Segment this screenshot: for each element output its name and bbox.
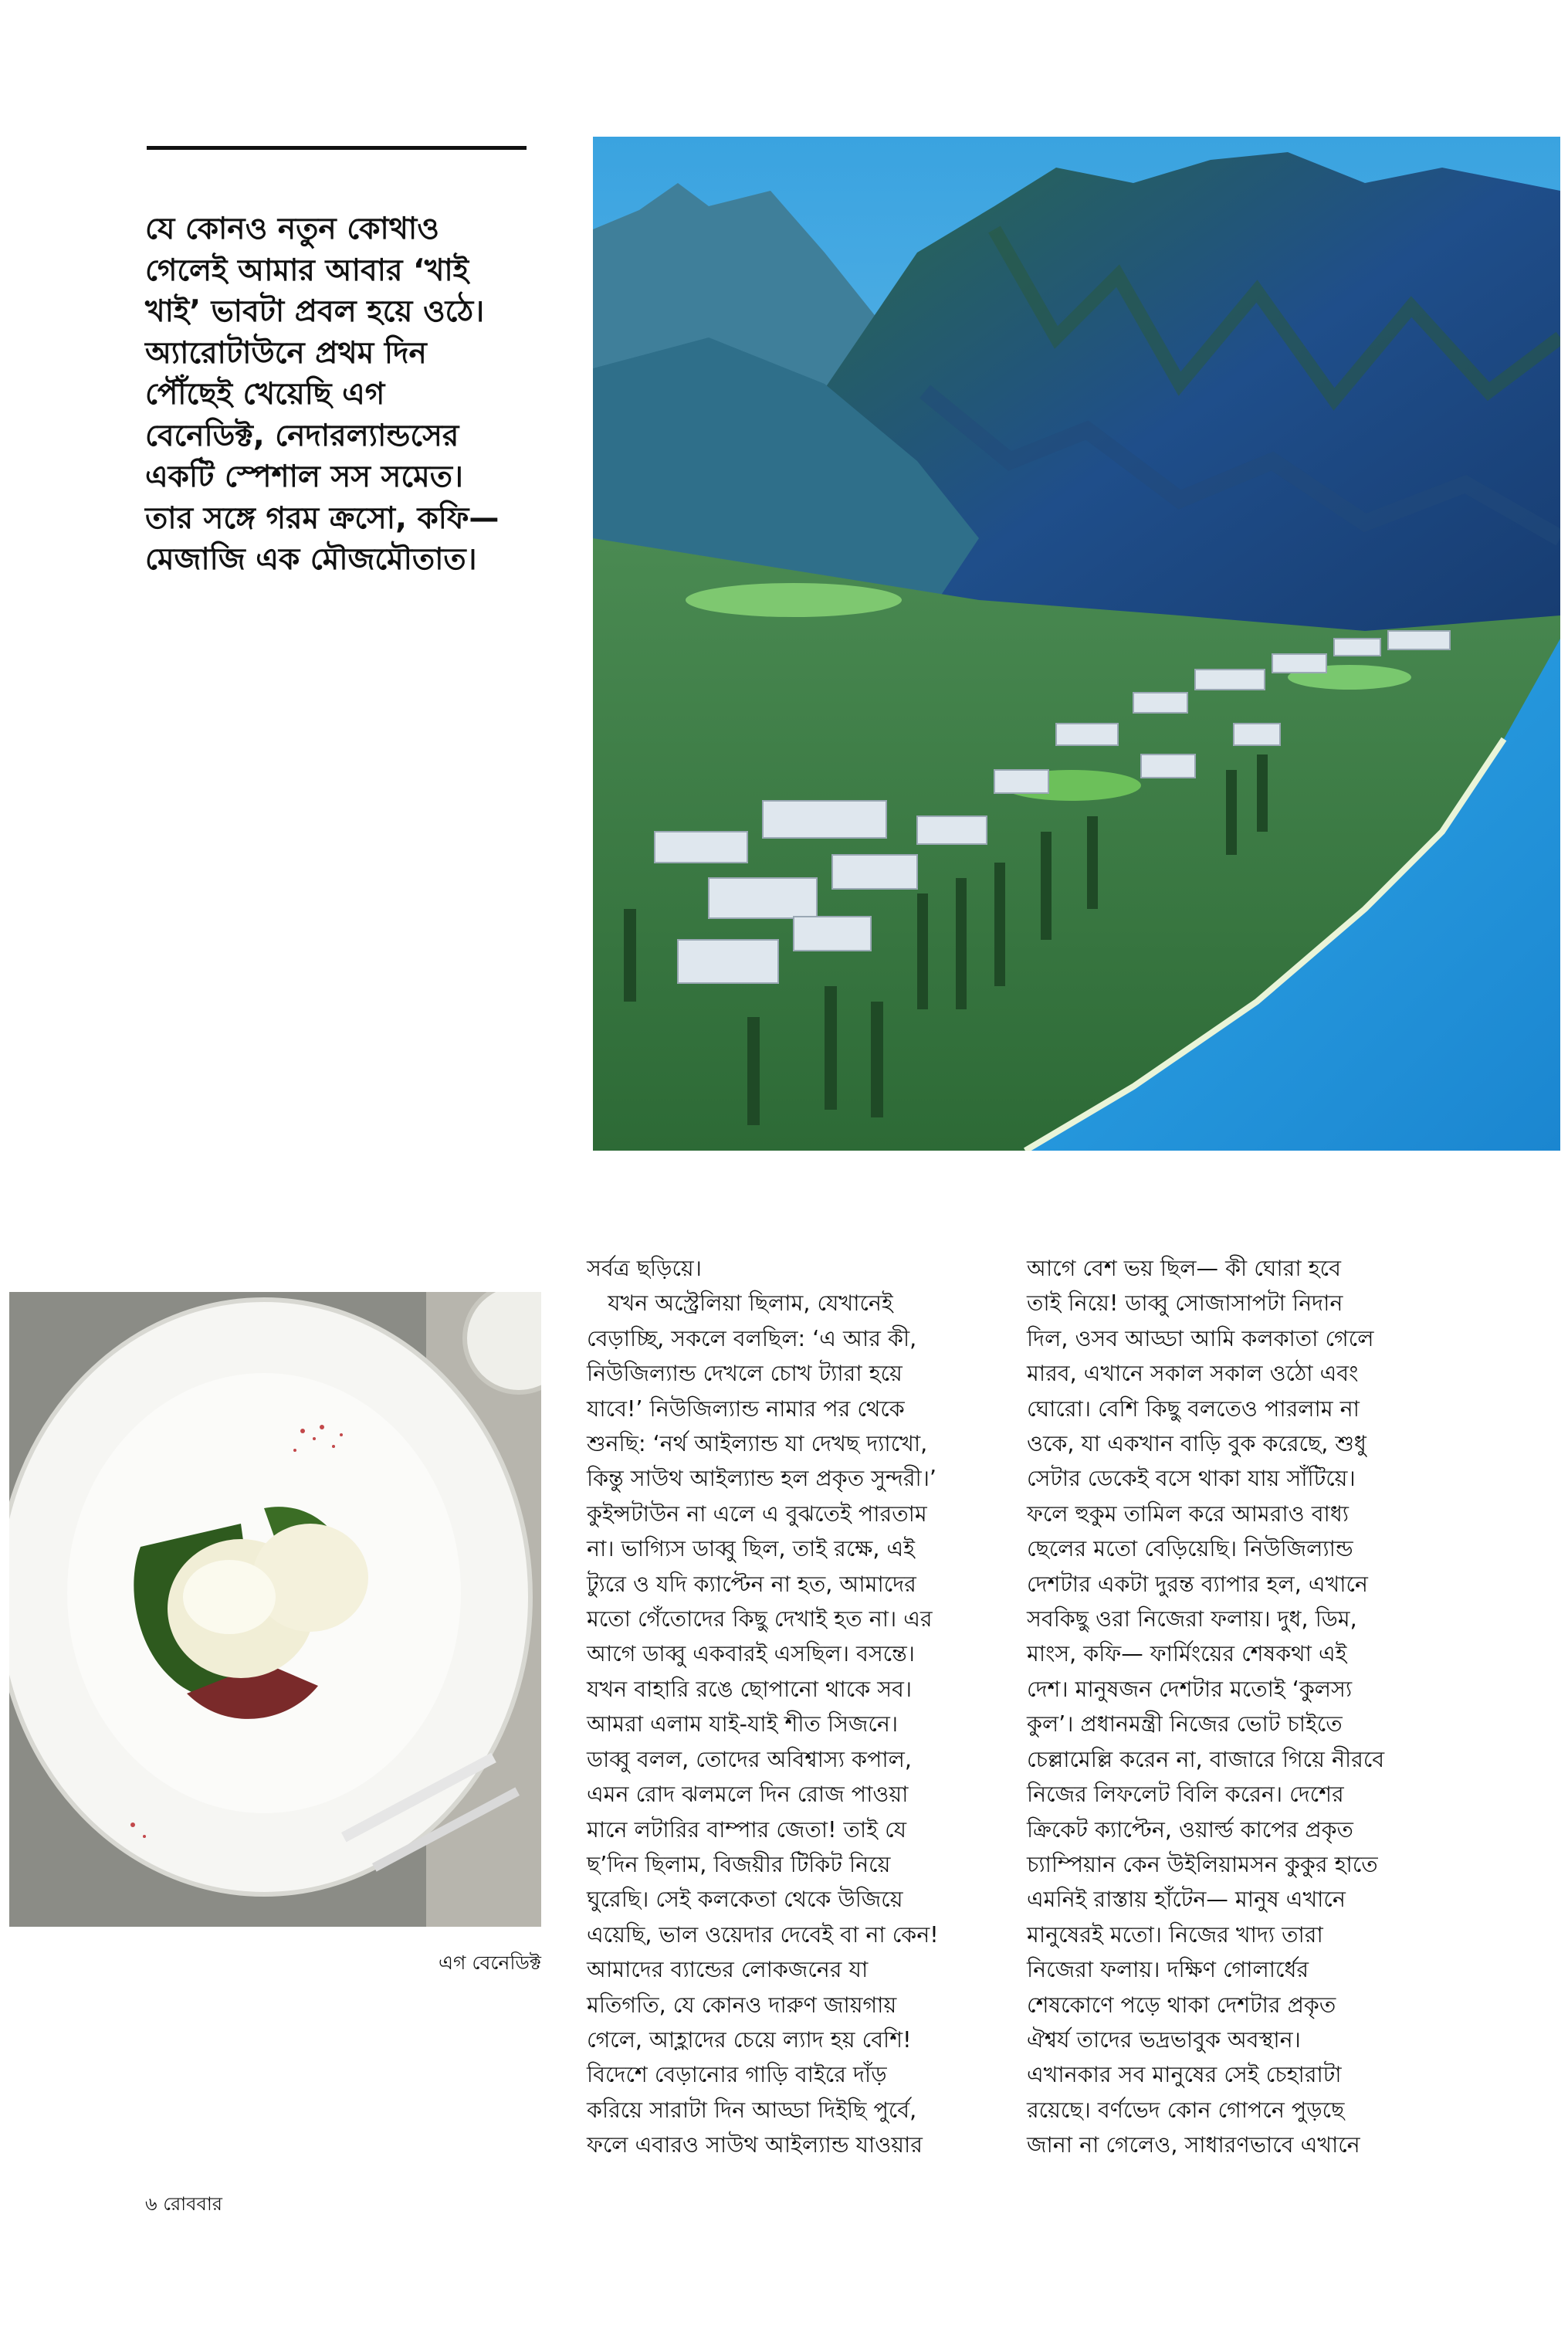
pull-quote-line: তার সঙ্গে গরম ক্রসো, কফি—: [145, 500, 500, 536]
column-line: বিদেশে বেড়ানোর গাড়ি বাইরে দাঁড়: [587, 2062, 887, 2088]
column-line: যখন বাহারি রঙে ছোপানো থাকে সব।: [587, 1676, 913, 1702]
column-line: যাবে!’ নিউজিল্যান্ড নামার পর থেকে: [587, 1395, 905, 1422]
column-line: সেটার ডেকেই বসে থাকা যায় সাঁটিয়ে।: [1027, 1466, 1356, 1492]
column-line: ক্রিকেট ক্যাপ্টেন, ওয়ার্ল্ড কাপের প্রকৃত: [1027, 1816, 1353, 1843]
column-line: দেশটার একটা দুরন্ত ব্যাপার হল, এখানে: [1027, 1571, 1368, 1597]
column-line: দেশ। মানুষজন দেশটার মতোই ‘কুলস্য: [1027, 1676, 1353, 1702]
column-line: কুল’। প্রধানমন্ত্রী নিজের ভোট চাইতে: [1027, 1711, 1343, 1738]
column-line: এমন রোদ ঝলমলে দিন রোজ পাওয়া: [587, 1782, 909, 1808]
column-line: মারব, এখানে সকাল সকাল ওঠো এবং: [1027, 1361, 1359, 1387]
lake-town-photo: [593, 137, 1560, 1151]
page-folio: ৬ রোববার: [145, 2193, 223, 2215]
column-line: এখানকার সব মানুষের সেই চেহারাটা: [1027, 2062, 1342, 2088]
pull-quote-line: খাই’ ভাবটা প্রবল হয়ে ওঠে।: [145, 294, 485, 329]
column-line: নিজের লিফলেট বিলি করেন। দেশের: [1027, 1782, 1344, 1808]
column-line: ওকে, যা একখান বাড়ি বুক করেছে, শুধু: [1027, 1431, 1366, 1457]
pull-quote-line: একটি স্পেশাল সস সমেত।: [145, 459, 463, 494]
article-column-2: [1027, 1251, 1459, 2163]
column-line: ছেলের মতো বেড়িয়েছি। নিউজিল্যান্ড: [1027, 1536, 1353, 1562]
column-line: বেড়াচ্ছি, সকলে বলছিল: ‘এ আর কী,: [587, 1325, 917, 1351]
column-line: মানে লটারির বাম্পার জেতা! তাই যে: [587, 1816, 907, 1843]
column-line: করিয়ে সারাটা দিন আড্ডা দিইছি পুর্বে,: [587, 2097, 917, 2123]
column-line: শুনছি: ‘নর্থ আইল্যান্ড যা দেখছ দ্যাখো,: [587, 1431, 928, 1457]
column-line: কিন্তু সাউথ আইল্যান্ড হল প্রকৃত সুন্দরী।’: [587, 1466, 936, 1492]
column-line: ঘুরেছি। সেই কলকেতা থেকে উজিয়ে: [587, 1887, 903, 1913]
column-line: মাংস, কফি— ফার্মিংয়ের শেষকথা এই: [1027, 1641, 1347, 1667]
pull-quote-line: গেলেই আমার আবার ‘খাই: [145, 253, 469, 288]
column-line: এয়েছি, ভাল ওয়েদার দেবেই বা না কেন!: [587, 1921, 939, 1948]
column-line: জানা না গেলেও, সাধারণভাবে এখানে: [1027, 2132, 1360, 2158]
column-line: তাই নিয়ে! ডাব্বু সোজাসাপটা নিদান: [1027, 1290, 1343, 1317]
column-line: মতো গেঁতোদের কিছু দেখাই হত না। এর: [587, 1606, 933, 1633]
column-line: সবকিছু ওরা নিজেরা ফলায়। দুধ, ডিম,: [1027, 1606, 1357, 1633]
column-line: চ্যাম্পিয়ান কেন উইলিয়ামসন কুকুর হাতে: [1027, 1851, 1378, 1877]
column-line: রয়েছে। বর্ণভেদ কোন গোপনে পুড়ছে: [1027, 2097, 1345, 2123]
pull-quote-line: পৌঁছেই খেয়েছি এগ: [145, 377, 385, 412]
column-line: মানুষেরই মতো। নিজের খাদ্য তারা: [1027, 1921, 1323, 1948]
pull-quote-line: বেনেডিক্ট, নেদারল্যান্ডসের: [145, 418, 459, 453]
column-line: এমনিই রাস্তায় হাঁটেন— মানুষ এখানে: [1027, 1887, 1346, 1913]
column-line: শেষকোণে পড়ে থাকা দেশটার প্রকৃত: [1027, 1992, 1336, 2018]
pull-quote-line: যে কোনও নতুন কোথাও: [145, 212, 439, 246]
pull-quote: [145, 209, 577, 581]
column-line: গেলে, আহ্লাদের চেয়ে ল্যাদ হয় বেশি!: [587, 2026, 912, 2053]
column-line: চেল্লামেল্লি করেন না, বাজারে গিয়ে নীরবে: [1027, 1746, 1385, 1772]
column-line: ফলে হুকুম তামিল করে আমরাও বাধ্য: [1027, 1500, 1350, 1527]
column-line: যখন অস্ট্রেলিয়া ছিলাম, যেখানেই: [587, 1290, 893, 1317]
column-line: নিউজিল্যান্ড দেখলে চোখ ট্যারা হয়ে: [587, 1361, 903, 1387]
pull-quote-line: অ্যারোটাউনে প্রথম দিন: [145, 335, 427, 371]
column-line: ঘোরো। বেশি কিছু বলতেও পারলাম না: [1027, 1395, 1360, 1422]
column-line: মতিগতি, যে কোনও দারুণ জায়গায়: [587, 1992, 897, 2018]
column-line: না। ভাগ্যিস ডাব্বু ছিল, তাই রক্ষে, এই: [587, 1536, 916, 1562]
pull-quote-line: মেজাজি এক মৌজমৌতাত।: [145, 542, 477, 577]
column-line: ফলে এবারও সাউথ আইল্যান্ড যাওয়ার: [587, 2132, 923, 2158]
column-line: আমাদের ব্যান্ডের লোকজনের যা: [587, 1957, 869, 1983]
column-line: কুইন্সটাউন না এলে এ বুঝতেই পারতাম: [587, 1500, 927, 1527]
column-line: সর্বত্র ছড়িয়ে।: [587, 1256, 702, 1281]
eggs-benedict-photo: [9, 1292, 541, 1927]
column-line: নিজেরা ফলায়। দক্ষিণ গোলার্ধের: [1027, 1957, 1309, 1983]
pull-quote-rule: [147, 146, 527, 150]
article-column-1: [587, 1251, 996, 2163]
column-line: দিল, ওসব আড্ডা আমি কলকাতা গেলে: [1027, 1325, 1374, 1351]
column-line: ডাব্বু বলল, তোদের অবিশ্বাস্য কপাল,: [587, 1746, 912, 1772]
column-line: আমরা এলাম যাই-যাই শীত সিজনে।: [587, 1711, 899, 1738]
column-line: ট্যুরে ও যদি ক্যাপ্টেন না হত, আমাদের: [587, 1571, 916, 1597]
photo-caption: এগ বেনেডিক্ট: [438, 1951, 541, 1974]
column-line: আগে বেশ ভয় ছিল— কী ঘোরা হবে: [1027, 1256, 1341, 1281]
column-line: ঐশ্বর্য তাদের ভদ্রভাবুক অবস্থান।: [1027, 2026, 1301, 2053]
column-line: আগে ডাব্বু একবারই এসছিল। বসন্তে।: [587, 1641, 915, 1667]
column-line: ছ’দিন ছিলাম, বিজয়ীর টিকিট নিয়ে: [587, 1851, 891, 1877]
